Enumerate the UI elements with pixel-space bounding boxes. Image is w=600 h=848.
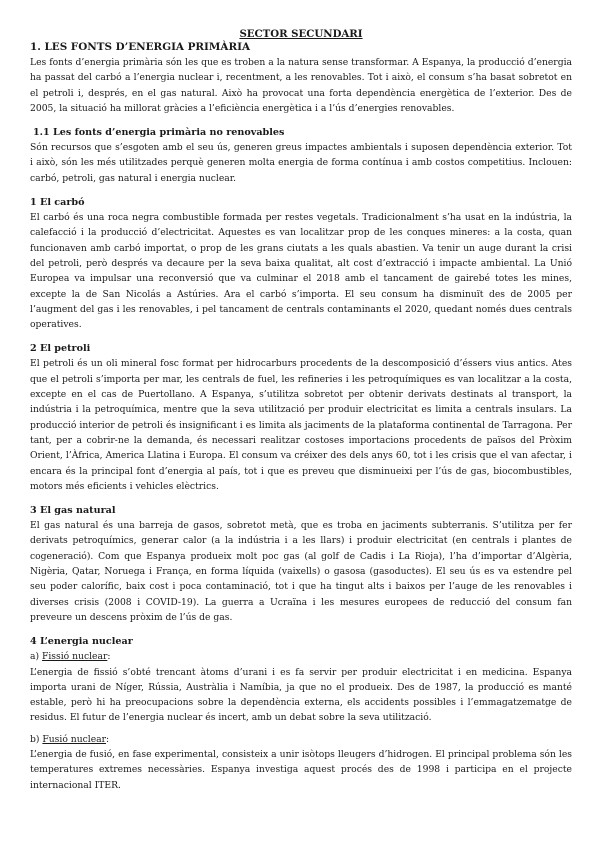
heading-carbo: 1 El carbó	[30, 197, 85, 209]
fusio-suffix: :	[106, 733, 110, 745]
section-intro-paragraph: Les fonts d’energia primària són les que es troben a la natura sense transformar. A Espanya, la producció d’energia ha passat del carbó a l’energia nuclear i, recentment, a les renovables. Tot i això, el consum s’ha basat sobretot en el petroli i, després, en el gas natural. Això ha provocat una forta dependència energètica de l’exterior. Des de 2005, la situació ha millorat gràcies a l’eficiència energètica i a l’ús d’energies renovables.	[30, 57, 572, 114]
gas-natural-paragraph: El gas natural és una barreja de gasos, sobretot metà, que es troba en jaciments subterranis. S’utilitza per fer derivats petroquímics, generar calor (a la indústria i a les llars) i produir electricitat (en centrals i plantes de cogeneració). Com que Espanya produeix molt poc gas (al golf de Cadis i La Rioja), l’ha d’importar d’Algèria, Nigèria, Qatar, Noruega i França, en forma líquida (vaixells) o gasosa (gasoductes). El seu ús es va estendre pel seu poder calorífic, baix cost i poca contaminació, tot i que ha tingut alts i baixos per l’auge de les renovables i diverses crisis (2008 i COVID-19). La guerra a Ucraïna i les mesures europees de reducció del consum fan preveure un descens pròxim de l’ús de gas.	[30, 520, 572, 623]
heading-energia-nuclear: 4 L’energia nuclear	[30, 636, 133, 648]
fissio-label-text: Fissió nuclear	[41, 651, 108, 663]
fusio-label	[30, 732, 572, 747]
subsection-heading-non-renewable: 1.1 Les fonts d’energia primària no renovables	[33, 127, 285, 139]
heading-gas-natural: 3 El gas natural	[30, 505, 116, 517]
fusio-paragraph: L’energia de fusió, en fase experimental, consisteix a unir isòtops lleugers d’hidrogen. El principal problema són les temperatures extremes necessàries. Espanya investiga aquest procés des de 1998 i participa en el projecte internacional ITER.	[30, 748, 572, 791]
petroli-paragraph: El petroli és un oli mineral fosc format per hidrocarburs procedents de la descomposició d’éssers vius antics. Ates que el petroli s’importa per mar, les centrals de fuel, les refineries i les petroquímiques es van localitzar a la costa, excepte en el cas de Puertollano. A Espanya, s’utilitza sobretot per obtenir derivats destinats al transport, la indústria i la petroquímica, mentre que la seva utilització per produir electricitat es limita a centrals insulars. La producció interior de petroli és insignificant i es limita als jaciments de la plataforma continental de Tarragona. Per tant, per a cobrir-ne la demanda, és necessari realitzar costoses importacions procedents de països del Pròxim Orient, l’Àfrica, America Llatina i Europa. El consum va créixer des dels anys 60, tot i les crisis que el van afectar, i encara és la principal font d’energia al país, tot i que es preveu que disminueixi per l’ús de gas, biocombustibles, motors més eficients i vehicles elèctrics.	[30, 358, 572, 492]
fissio-paragraph: L’energia de fissió s’obté trencant àtoms d’urani i es fa servir per produir electricitat i en medicina. Espanya importa urani de Níger, Rússia, Austràlia i Namíbia, ja que no el produeix. Des de 1987, la producció es manté estable, però hi ha preocupacions sobre la dependència externa, els accidents possibles i l’emmagatzematge de residus. El futur de l’energia nuclear és incert, amb un debat sobre la seva utilització.	[30, 666, 572, 724]
document-title: SECTOR SECUNDARI	[239, 28, 363, 40]
heading-petroli: 2 El petroli	[30, 343, 91, 355]
fissio-label	[30, 649, 572, 664]
section-heading-energy-sources: 1. LES FONTS D’ENERGIA PRIMÀRIA	[30, 41, 251, 53]
fusio-prefix: b)	[30, 733, 43, 745]
fusio-label-text: Fusió nuclear	[42, 733, 107, 745]
non-renewable-paragraph: Són recursos que s’esgoten amb el seu ús, generen greus impactes ambientals i suposen dependència exterior. Tot i això, són les més utilitzades perquè generen molta energia de forma contínua i amb costos competitius. Inclouen: carbó, petroli, gas natural i energia nuclear.	[30, 142, 572, 184]
fissio-prefix: a)	[30, 651, 42, 663]
fissio-suffix: :	[107, 651, 111, 663]
carbo-paragraph: El carbó és una roca negra combustible formada per restes vegetals. Tradicionalment s’ha usat en la indústria, la calefacció i la producció d’electricitat. Aquestes es van localitzar prop de les conques mineres: a la costa, quan funcionaven amb carbó importat, o prop de les grans ciutats a les quals abastien. Va tenir un auge durant la crisi del petroli, però després va decaure per la seva baixa qualitat, alt cost d’extracció i impacte ambiental. La Unió Europea va impulsar una reconversió que va culminar el 2018 amb el tancament de gairebé totes les mines, excepte la de San Nicolás a Astúries. Ara el carbó s’importa. El seu consum ha disminuït des de 2005 per l’augment del gas i les renovables, i pel tancament de centrals contaminants el 2020, quedant només dues centrals operatives.	[30, 212, 572, 331]
